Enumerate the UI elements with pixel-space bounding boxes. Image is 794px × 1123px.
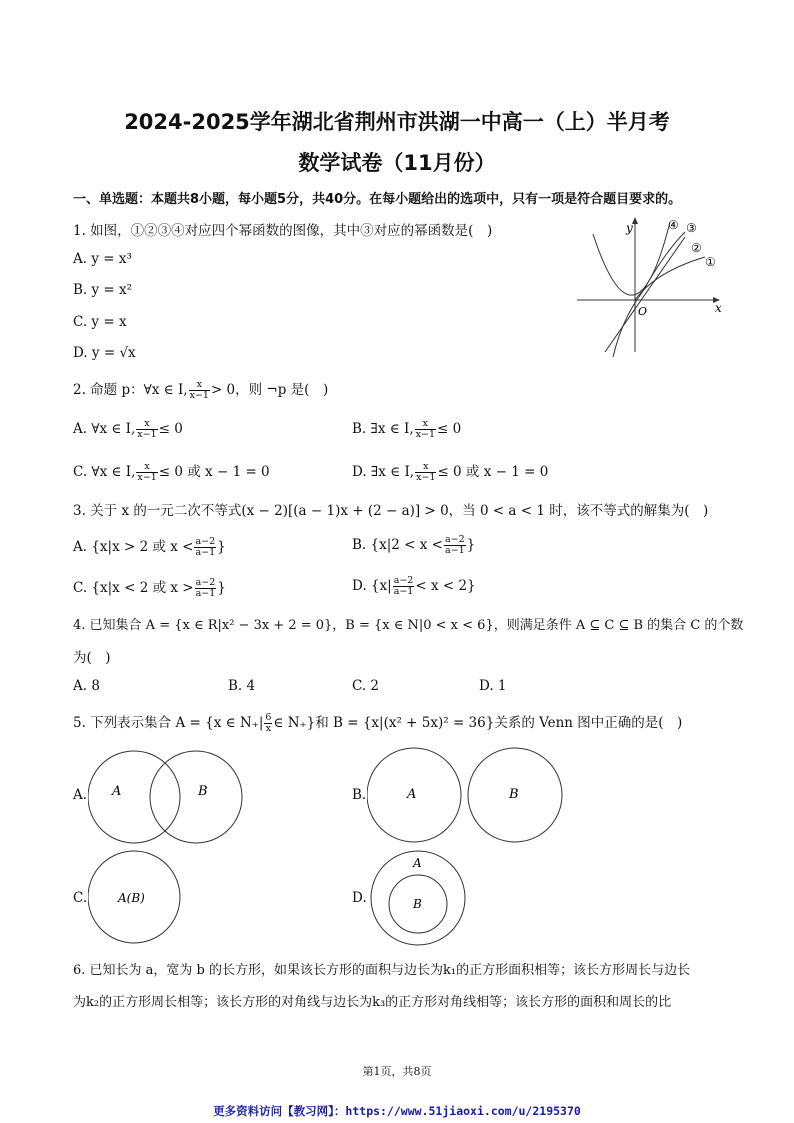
q4-stem-line2: 为( ) xyxy=(73,650,111,666)
q1-stem: 1. 如图，①②③④对应四个幂函数的图像，其中③对应的幂函数是( ) xyxy=(73,223,493,239)
x-axis-label: x xyxy=(715,301,722,315)
y-axis-label: y xyxy=(626,221,633,235)
curve-label-2: ② xyxy=(691,241,702,255)
q5-venn-c[interactable] xyxy=(88,850,188,950)
venn-b-label-a: A xyxy=(407,787,417,802)
q4-option-b[interactable]: B. 4 xyxy=(228,678,256,694)
q3-option-a[interactable]: A. {x|x > 2 或 x < $\frac{a-2}{a-1}$ } xyxy=(73,536,226,558)
curve-2 xyxy=(605,237,685,352)
origin-label: O xyxy=(638,305,648,318)
q4-stem-line1: 4. 已知集合 A = {x ∈ R|x² − 3x + 2 = 0}，B = {x ∈ N|0 < x < 6}，则满足条件 A ⊆ C ⊆ B 的集合 C 的个数 xyxy=(73,618,744,633)
q2-option-d[interactable]: D. ∃x ∈ I, $\frac{x}{x-1}$ ≤ 0 或 x − 1 = 0 xyxy=(352,461,549,483)
q2-option-c[interactable]: C. ∀x ∈ I, $\frac{x}{x-1}$ ≤ 0 或 x − 1 = 0 xyxy=(73,461,270,483)
q5-option-c-label[interactable]: C. xyxy=(73,890,88,906)
q2-stem-part1: 2. 命题 p：∀x ∈ I, xyxy=(73,382,188,398)
promo-link[interactable]: 更多资料访问【教习网】：https://www.51jiaoxi.com/u/2195370 xyxy=(213,1104,581,1118)
q4-option-d[interactable]: D. 1 xyxy=(479,678,507,694)
q2-fraction: $\frac{x}{x-1}$ xyxy=(189,379,209,401)
curve-label-4: ④ xyxy=(668,218,679,232)
q5-venn-d[interactable] xyxy=(368,848,468,948)
q5-option-d-label[interactable]: D. xyxy=(352,890,367,906)
q5-option-a-label[interactable]: A. xyxy=(73,787,88,803)
q5-stem: 5. 下列表示集合 A = {x ∈ N₊| $\frac{6}{x}$ ∈ N₊}和 B = {x|(x² + 5x)² = 36}关系的 Venn 图中正确的是( ) xyxy=(73,712,683,734)
page-title: 2024-2025学年湖北省荆州市洪湖一中高一（上）半月考 xyxy=(124,110,670,134)
q5-venn-b[interactable] xyxy=(367,746,567,846)
page-number: 第1页，共8页 xyxy=(362,1065,432,1078)
q4-option-c[interactable]: C. 2 xyxy=(352,678,380,694)
q2-stem-part2: > 0，则 ¬p 是( ) xyxy=(210,382,329,398)
curve-cubic xyxy=(613,232,685,357)
venn-b-label-b: B xyxy=(509,787,519,802)
q1-option-c[interactable]: C. y = x xyxy=(73,314,127,330)
venn-d-label-b: B xyxy=(413,897,422,911)
curve-label-1: ① xyxy=(705,255,716,269)
power-function-graph xyxy=(575,212,725,357)
q5-option-b-label[interactable]: B. xyxy=(352,787,367,803)
venn-a-label-a: A xyxy=(112,784,122,799)
curve-label-3: ③ xyxy=(686,221,697,235)
q4-option-a[interactable]: A. 8 xyxy=(73,678,100,694)
venn-c-label: A(B) xyxy=(118,891,145,905)
q5-venn-a[interactable] xyxy=(88,748,248,848)
section-heading: 一、单选题：本题共8小题，每小题5分，共40分。在每小题给出的选项中，只有一项是符合题目要求的。 xyxy=(73,192,682,207)
q1-option-b[interactable]: B. y = x² xyxy=(73,282,133,298)
q2-stem xyxy=(73,378,328,401)
q6-stem-line2: 为k₂的正方形周长相等；该长方形的对角线与边长为k₃的正方形对角线相等；该长方形的面积和周长的比 xyxy=(73,995,672,1010)
page-subtitle: 数学试卷（11月份） xyxy=(298,151,496,175)
venn-a-label-b: B xyxy=(198,784,208,799)
q6-stem-line1: 6. 已知长为 a，宽为 b 的长方形，如果该长方形的面积与边长为k₁的正方形面积相等；该长方形周长与边长 xyxy=(73,963,691,978)
q2-option-b[interactable]: B. ∃x ∈ I, $\frac{x}{x-1}$ ≤ 0 xyxy=(352,418,462,440)
q3-option-b[interactable]: B. {x|2 < x < $\frac{a-2}{a-1}$ } xyxy=(352,534,476,556)
venn-a-circle-b xyxy=(150,751,242,843)
venn-d-label-a: A xyxy=(413,856,422,870)
q1-option-a[interactable]: A. y = x³ xyxy=(73,251,132,267)
q3-stem: 3. 关于 x 的一元二次不等式(x − 2)[(a − 1)x + (2 − a)] > 0，当 0 < a < 1 时，该不等式的解集为( ) xyxy=(73,503,709,519)
q3-option-d[interactable]: D. {x| $\frac{a-2}{a-1}$ < x < 2} xyxy=(352,575,476,597)
y-axis-arrow xyxy=(632,217,638,224)
q1-option-d[interactable]: D. y = √x xyxy=(73,345,136,361)
q3-option-c[interactable]: C. {x|x < 2 或 x > $\frac{a-2}{a-1}$ } xyxy=(73,577,226,599)
q2-option-a[interactable]: A. ∀x ∈ I, $\frac{x}{x-1}$ ≤ 0 xyxy=(73,418,183,440)
venn-a-circle-a xyxy=(88,751,180,843)
